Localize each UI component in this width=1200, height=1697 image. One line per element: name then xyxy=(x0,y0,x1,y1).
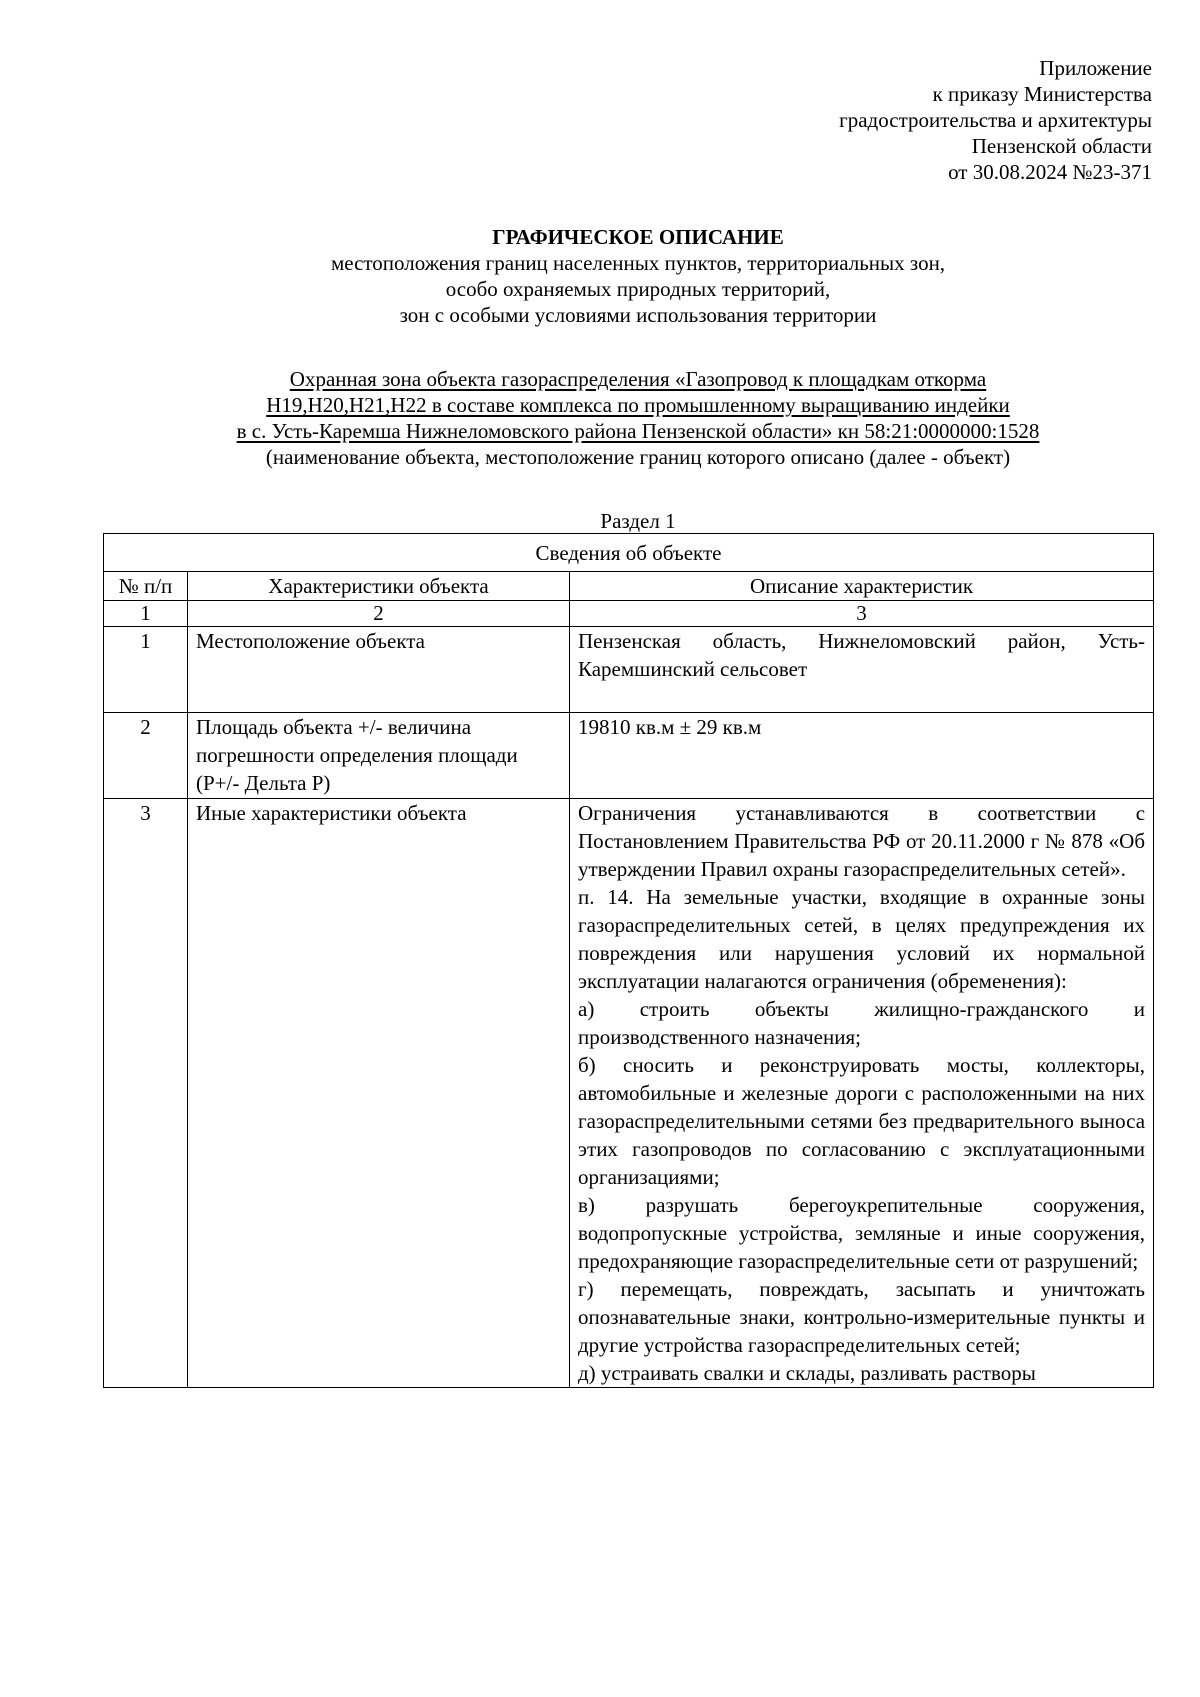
table-title-row xyxy=(104,534,1154,572)
object-name-line: в с. Усть-Каремша Нижнеломовского района Пензенской области» кн 58:21:0000000:1528 xyxy=(236,419,1040,443)
document-title-block xyxy=(0,224,1200,328)
object-name-caption: (наименование объекта, местоположение границ которого описано (далее - объект) xyxy=(265,445,1011,469)
row-characteristic: Иные характеристики объекта xyxy=(188,799,570,1388)
object-name-block xyxy=(0,366,1200,470)
row-description: 19810 кв.м ± 29 кв.м xyxy=(570,713,1154,799)
document-title: ГРАФИЧЕСКОЕ ОПИСАНИЕ xyxy=(492,225,784,249)
column-number-row xyxy=(104,601,1154,627)
column-number: 1 xyxy=(104,601,188,627)
column-number: 3 xyxy=(570,601,1154,627)
object-info-table xyxy=(103,533,1154,1388)
appendix-line: Пензенской области xyxy=(971,134,1152,158)
column-number: 2 xyxy=(188,601,570,627)
section-label: Раздел 1 xyxy=(600,509,676,533)
document-subtitle: местоположения границ населенных пунктов, территориальных зон, xyxy=(330,251,946,275)
table-title: Сведения об объекте xyxy=(104,534,1154,572)
appendix-line: градостроительства и архитектуры xyxy=(839,108,1152,132)
description-paragraph: а) строить объекты жилищно-гражданского и производственного назначения; xyxy=(578,997,1146,1049)
table-header-row xyxy=(104,572,1154,601)
table-row xyxy=(104,799,1154,1388)
appendix-line: Приложение xyxy=(1039,56,1152,80)
table-row xyxy=(104,713,1154,799)
row-number: 3 xyxy=(104,799,188,1388)
object-name-line: Н19,Н20,Н21,Н22 в составе комплекса по промышленному выращиванию индейки xyxy=(266,393,1010,417)
object-name-line: Охранная зона объекта газораспределения «Газопровод к площадкам откорма xyxy=(289,367,987,391)
row-description xyxy=(570,799,1154,1388)
document-subtitle: особо охраняемых природных территорий, xyxy=(445,277,831,301)
appendix-line: от 30.08.2024 №23-371 xyxy=(948,160,1152,184)
description-paragraph: б) сносить и реконструировать мосты, коллекторы, автомобильные и железные дороги с расположенными на них газораспределительными сетями без предварительного выноса этих газопроводов по согласованию с эксплуатационными организациями; xyxy=(578,1053,1146,1189)
row-characteristic: Местоположение объекта xyxy=(188,627,570,713)
description-paragraph: п. 14. На земельные участки, входящие в охранные зоны газораспределительных сетей, в целях предупреждения их повреждения или нарушения условий их нормальной эксплуатации налагаются ограничения (обременения): xyxy=(578,885,1146,993)
document-subtitle: зон с особыми условиями использования территории xyxy=(399,303,877,327)
appendix-header xyxy=(652,55,1152,185)
row-number: 1 xyxy=(104,627,188,713)
description-paragraph: Ограничения устанавливаются в соответствии с Постановлением Правительства РФ от 20.11.2000 г № 878 «Об утверждении Правил охраны газораспределительных сетей». xyxy=(578,801,1146,881)
description-paragraph: д) устраивать свалки и склады, разливать растворы xyxy=(578,1361,1036,1385)
row-characteristic: Площадь объекта +/- величина погрешности определения площади (Р+/- Дельта Р) xyxy=(188,713,570,799)
column-header: Описание характеристик xyxy=(570,572,1154,601)
appendix-line: к приказу Министерства xyxy=(932,82,1152,106)
description-paragraph: г) перемещать, повреждать, засыпать и уничтожать опознавательные знаки, контрольно-измерительные пункты и другие устройства газораспределительных сетей; xyxy=(578,1277,1146,1357)
column-header: Характеристики объекта xyxy=(188,572,570,601)
table-row xyxy=(104,627,1154,713)
description-paragraph: в) разрушать берегоукрепительные сооружения, водопропускные устройства, земляные и иные сооружения, предохраняющие газораспределительные сети от разрушений; xyxy=(578,1193,1146,1273)
row-description: Пензенская область, Нижнеломовский район, Усть-Каремшинский сельсовет xyxy=(570,627,1154,713)
column-header: № п/п xyxy=(104,572,188,601)
row-number: 2 xyxy=(104,713,188,799)
